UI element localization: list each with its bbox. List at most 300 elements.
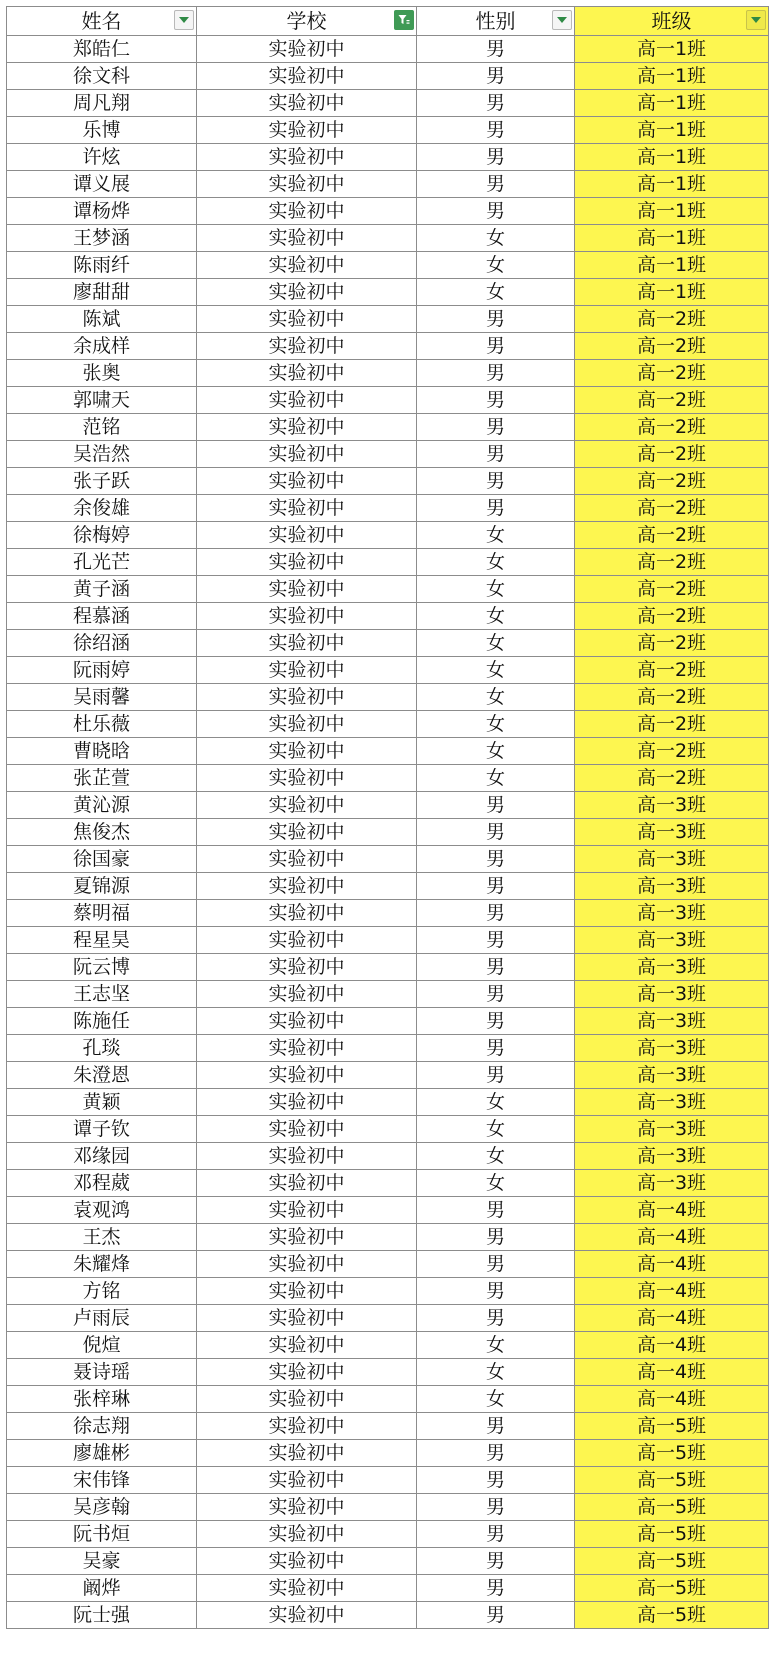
table-row bbox=[7, 1089, 769, 1116]
table-row bbox=[7, 198, 769, 225]
name-cell[interactable]: 乐博 bbox=[7, 117, 197, 144]
school-cell[interactable]: 实验初中 bbox=[197, 1602, 417, 1629]
class-cell[interactable]: 高一4班 bbox=[575, 1332, 769, 1359]
class-cell[interactable]: 高一3班 bbox=[575, 1116, 769, 1143]
name-cell[interactable]: 阚烨 bbox=[7, 1575, 197, 1602]
class-cell[interactable]: 高一3班 bbox=[575, 792, 769, 819]
name-cell[interactable]: 聂诗瑶 bbox=[7, 1359, 197, 1386]
school-cell[interactable]: 实验初中 bbox=[197, 441, 417, 468]
gender-cell[interactable]: 男 bbox=[417, 333, 575, 360]
school-cell[interactable]: 实验初中 bbox=[197, 576, 417, 603]
name-cell[interactable]: 吴浩然 bbox=[7, 441, 197, 468]
name-cell[interactable]: 黄沁源 bbox=[7, 792, 197, 819]
school-cell[interactable]: 实验初中 bbox=[197, 603, 417, 630]
table-row bbox=[7, 549, 769, 576]
gender-cell[interactable]: 男 bbox=[417, 63, 575, 90]
class-cell[interactable]: 高一3班 bbox=[575, 900, 769, 927]
name-cell[interactable]: 袁观鸿 bbox=[7, 1197, 197, 1224]
school-cell[interactable]: 实验初中 bbox=[197, 387, 417, 414]
class-cell[interactable]: 高一5班 bbox=[575, 1440, 769, 1467]
name-cell[interactable]: 吴雨馨 bbox=[7, 684, 197, 711]
school-cell[interactable]: 实验初中 bbox=[197, 549, 417, 576]
class-cell[interactable]: 高一2班 bbox=[575, 387, 769, 414]
class-cell[interactable]: 高一5班 bbox=[575, 1602, 769, 1629]
name-cell[interactable]: 廖雄彬 bbox=[7, 1440, 197, 1467]
class-cell[interactable]: 高一4班 bbox=[575, 1386, 769, 1413]
class-cell[interactable]: 高一2班 bbox=[575, 495, 769, 522]
gender-cell[interactable]: 男 bbox=[417, 387, 575, 414]
school-cell[interactable]: 实验初中 bbox=[197, 819, 417, 846]
table-row bbox=[7, 252, 769, 279]
class-cell[interactable]: 高一1班 bbox=[575, 117, 769, 144]
gender-cell[interactable]: 男 bbox=[417, 1224, 575, 1251]
gender-cell[interactable]: 男 bbox=[417, 1521, 575, 1548]
class-cell[interactable]: 高一2班 bbox=[575, 657, 769, 684]
class-cell[interactable]: 高一4班 bbox=[575, 1251, 769, 1278]
name-cell[interactable]: 方铭 bbox=[7, 1278, 197, 1305]
school-cell[interactable]: 实验初中 bbox=[197, 1008, 417, 1035]
school-cell[interactable]: 实验初中 bbox=[197, 1089, 417, 1116]
gender-cell[interactable]: 男 bbox=[417, 792, 575, 819]
school-cell[interactable]: 实验初中 bbox=[197, 1224, 417, 1251]
column-header-class[interactable] bbox=[575, 7, 769, 36]
gender-cell[interactable]: 女 bbox=[417, 252, 575, 279]
class-cell[interactable]: 高一1班 bbox=[575, 36, 769, 63]
dropdown-arrow-icon bbox=[179, 17, 189, 23]
school-cell[interactable]: 实验初中 bbox=[197, 360, 417, 387]
school-cell[interactable]: 实验初中 bbox=[197, 1197, 417, 1224]
name-cell[interactable]: 曹晓晗 bbox=[7, 738, 197, 765]
school-cell[interactable]: 实验初中 bbox=[197, 468, 417, 495]
class-cell[interactable]: 高一2班 bbox=[575, 684, 769, 711]
gender-cell[interactable]: 女 bbox=[417, 1143, 575, 1170]
class-cell[interactable]: 高一5班 bbox=[575, 1494, 769, 1521]
school-cell[interactable]: 实验初中 bbox=[197, 927, 417, 954]
class-cell[interactable]: 高一5班 bbox=[575, 1467, 769, 1494]
name-cell[interactable]: 王志坚 bbox=[7, 981, 197, 1008]
school-cell[interactable]: 实验初中 bbox=[197, 306, 417, 333]
table-row bbox=[7, 1440, 769, 1467]
gender-cell[interactable]: 女 bbox=[417, 630, 575, 657]
class-cell[interactable]: 高一5班 bbox=[575, 1521, 769, 1548]
table-row bbox=[7, 1332, 769, 1359]
gender-cell[interactable]: 男 bbox=[417, 1035, 575, 1062]
class-cell[interactable]: 高一1班 bbox=[575, 279, 769, 306]
gender-cell[interactable]: 女 bbox=[417, 576, 575, 603]
name-cell[interactable]: 邓程葳 bbox=[7, 1170, 197, 1197]
table-row bbox=[7, 1143, 769, 1170]
school-cell[interactable]: 实验初中 bbox=[197, 495, 417, 522]
class-cell[interactable]: 高一4班 bbox=[575, 1197, 769, 1224]
school-cell[interactable]: 实验初中 bbox=[197, 1332, 417, 1359]
table-row bbox=[7, 819, 769, 846]
school-cell[interactable]: 实验初中 bbox=[197, 1278, 417, 1305]
school-cell[interactable]: 实验初中 bbox=[197, 1143, 417, 1170]
dropdown-arrow-icon bbox=[557, 17, 567, 23]
class-cell[interactable]: 高一5班 bbox=[575, 1413, 769, 1440]
name-cell[interactable]: 孔琰 bbox=[7, 1035, 197, 1062]
gender-cell[interactable]: 女 bbox=[417, 657, 575, 684]
name-cell[interactable]: 徐国豪 bbox=[7, 846, 197, 873]
table-row bbox=[7, 981, 769, 1008]
gender-cell[interactable]: 男 bbox=[417, 468, 575, 495]
school-cell[interactable]: 实验初中 bbox=[197, 738, 417, 765]
school-cell[interactable]: 实验初中 bbox=[197, 1251, 417, 1278]
school-cell[interactable]: 实验初中 bbox=[197, 765, 417, 792]
table-row bbox=[7, 1251, 769, 1278]
school-cell[interactable]: 实验初中 bbox=[197, 63, 417, 90]
table-row bbox=[7, 306, 769, 333]
name-cell[interactable]: 邓缘园 bbox=[7, 1143, 197, 1170]
class-cell[interactable]: 高一2班 bbox=[575, 576, 769, 603]
school-cell[interactable]: 实验初中 bbox=[197, 1386, 417, 1413]
school-cell[interactable]: 实验初中 bbox=[197, 630, 417, 657]
school-cell[interactable]: 实验初中 bbox=[197, 252, 417, 279]
school-cell[interactable]: 实验初中 bbox=[197, 414, 417, 441]
name-cell[interactable]: 谭子钦 bbox=[7, 1116, 197, 1143]
table-row bbox=[7, 1494, 769, 1521]
name-cell[interactable]: 吴豪 bbox=[7, 1548, 197, 1575]
gender-cell[interactable]: 男 bbox=[417, 198, 575, 225]
table-row bbox=[7, 333, 769, 360]
school-cell[interactable]: 实验初中 bbox=[197, 981, 417, 1008]
name-cell[interactable]: 张子跃 bbox=[7, 468, 197, 495]
name-cell[interactable]: 宋伟锋 bbox=[7, 1467, 197, 1494]
school-cell[interactable]: 实验初中 bbox=[197, 225, 417, 252]
gender-cell[interactable]: 女 bbox=[417, 549, 575, 576]
school-cell[interactable]: 实验初中 bbox=[197, 1116, 417, 1143]
school-cell[interactable]: 实验初中 bbox=[197, 198, 417, 225]
name-cell[interactable]: 王梦涵 bbox=[7, 225, 197, 252]
table-row bbox=[7, 711, 769, 738]
column-header-gender-label: 性别 bbox=[475, 9, 516, 33]
class-cell[interactable]: 高一2班 bbox=[575, 522, 769, 549]
name-cell[interactable]: 倪煊 bbox=[7, 1332, 197, 1359]
school-cell[interactable]: 实验初中 bbox=[197, 684, 417, 711]
table-row bbox=[7, 1521, 769, 1548]
table-row bbox=[7, 846, 769, 873]
name-cell[interactable]: 周凡翔 bbox=[7, 90, 197, 117]
school-cell[interactable]: 实验初中 bbox=[197, 954, 417, 981]
gender-cell[interactable]: 男 bbox=[417, 819, 575, 846]
gender-cell[interactable]: 男 bbox=[417, 441, 575, 468]
class-cell[interactable]: 高一1班 bbox=[575, 90, 769, 117]
column-header-gender[interactable] bbox=[417, 7, 575, 36]
gender-cell[interactable]: 男 bbox=[417, 144, 575, 171]
name-cell[interactable]: 张芷萱 bbox=[7, 765, 197, 792]
school-cell[interactable]: 实验初中 bbox=[197, 900, 417, 927]
name-cell[interactable]: 焦俊杰 bbox=[7, 819, 197, 846]
gender-cell[interactable]: 男 bbox=[417, 90, 575, 117]
school-cell[interactable]: 实验初中 bbox=[197, 333, 417, 360]
gender-cell[interactable]: 女 bbox=[417, 684, 575, 711]
name-cell[interactable]: 阮雨婷 bbox=[7, 657, 197, 684]
gender-cell[interactable]: 男 bbox=[417, 360, 575, 387]
name-cell[interactable]: 陈雨纤 bbox=[7, 252, 197, 279]
school-cell[interactable]: 实验初中 bbox=[197, 522, 417, 549]
class-cell[interactable]: 高一2班 bbox=[575, 360, 769, 387]
gender-cell[interactable]: 女 bbox=[417, 1332, 575, 1359]
class-cell[interactable]: 高一1班 bbox=[575, 225, 769, 252]
class-cell[interactable]: 高一4班 bbox=[575, 1278, 769, 1305]
gender-filter-button[interactable] bbox=[552, 10, 572, 30]
name-cell[interactable]: 余成样 bbox=[7, 333, 197, 360]
table-row bbox=[7, 630, 769, 657]
gender-cell[interactable]: 男 bbox=[417, 36, 575, 63]
table-row bbox=[7, 657, 769, 684]
school-cell[interactable]: 实验初中 bbox=[197, 1170, 417, 1197]
gender-cell[interactable]: 男 bbox=[417, 1548, 575, 1575]
name-cell[interactable]: 徐志翔 bbox=[7, 1413, 197, 1440]
header-row bbox=[7, 7, 769, 36]
gender-cell[interactable]: 男 bbox=[417, 495, 575, 522]
table-row bbox=[7, 1575, 769, 1602]
gender-cell[interactable]: 男 bbox=[417, 1602, 575, 1629]
class-cell[interactable]: 高一2班 bbox=[575, 306, 769, 333]
school-cell[interactable]: 实验初中 bbox=[197, 1494, 417, 1521]
column-header-name-label: 姓名 bbox=[81, 9, 122, 33]
name-cell[interactable]: 王杰 bbox=[7, 1224, 197, 1251]
school-cell[interactable]: 实验初中 bbox=[197, 846, 417, 873]
name-cell[interactable]: 范铭 bbox=[7, 414, 197, 441]
gender-cell[interactable]: 男 bbox=[417, 954, 575, 981]
name-cell[interactable]: 蔡明福 bbox=[7, 900, 197, 927]
class-cell[interactable]: 高一3班 bbox=[575, 1143, 769, 1170]
class-cell[interactable]: 高一3班 bbox=[575, 927, 769, 954]
gender-cell[interactable]: 女 bbox=[417, 225, 575, 252]
name-cell[interactable]: 杜乐薇 bbox=[7, 711, 197, 738]
class-cell[interactable]: 高一1班 bbox=[575, 198, 769, 225]
table-row bbox=[7, 36, 769, 63]
class-cell[interactable]: 高一4班 bbox=[575, 1224, 769, 1251]
table-row bbox=[7, 414, 769, 441]
gender-cell[interactable]: 女 bbox=[417, 1386, 575, 1413]
gender-cell[interactable]: 男 bbox=[417, 1008, 575, 1035]
school-cell[interactable]: 实验初中 bbox=[197, 657, 417, 684]
class-cell[interactable]: 高一1班 bbox=[575, 63, 769, 90]
class-cell[interactable]: 高一1班 bbox=[575, 171, 769, 198]
gender-cell[interactable]: 男 bbox=[417, 873, 575, 900]
column-header-school[interactable] bbox=[197, 7, 417, 36]
name-cell[interactable]: 郭啸天 bbox=[7, 387, 197, 414]
gender-cell[interactable]: 男 bbox=[417, 1251, 575, 1278]
name-cell[interactable]: 黄子涵 bbox=[7, 576, 197, 603]
table-row bbox=[7, 684, 769, 711]
table-row bbox=[7, 468, 769, 495]
table-row bbox=[7, 522, 769, 549]
table-row bbox=[7, 1062, 769, 1089]
gender-cell[interactable]: 女 bbox=[417, 1170, 575, 1197]
class-cell[interactable]: 高一3班 bbox=[575, 1008, 769, 1035]
name-cell[interactable]: 程星昊 bbox=[7, 927, 197, 954]
gender-cell[interactable]: 男 bbox=[417, 1494, 575, 1521]
table-row bbox=[7, 1278, 769, 1305]
school-cell[interactable]: 实验初中 bbox=[197, 873, 417, 900]
name-cell[interactable]: 黄颖 bbox=[7, 1089, 197, 1116]
table-row bbox=[7, 576, 769, 603]
name-cell[interactable]: 徐梅婷 bbox=[7, 522, 197, 549]
class-cell[interactable]: 高一1班 bbox=[575, 144, 769, 171]
table-row bbox=[7, 441, 769, 468]
gender-cell[interactable]: 女 bbox=[417, 522, 575, 549]
table-row bbox=[7, 360, 769, 387]
table-row bbox=[7, 1035, 769, 1062]
class-cell[interactable]: 高一3班 bbox=[575, 846, 769, 873]
name-cell[interactable]: 许炫 bbox=[7, 144, 197, 171]
gender-cell[interactable]: 男 bbox=[417, 414, 575, 441]
table-row bbox=[7, 1467, 769, 1494]
table-row bbox=[7, 765, 769, 792]
table-row bbox=[7, 279, 769, 306]
table-row bbox=[7, 225, 769, 252]
school-cell[interactable]: 实验初中 bbox=[197, 1062, 417, 1089]
gender-cell[interactable]: 男 bbox=[417, 1440, 575, 1467]
school-cell[interactable]: 实验初中 bbox=[197, 1548, 417, 1575]
gender-cell[interactable]: 女 bbox=[417, 1116, 575, 1143]
table-row bbox=[7, 1548, 769, 1575]
school-cell[interactable]: 实验初中 bbox=[197, 1413, 417, 1440]
gender-cell[interactable]: 男 bbox=[417, 1197, 575, 1224]
table-row bbox=[7, 90, 769, 117]
name-cell[interactable]: 朱澄恩 bbox=[7, 1062, 197, 1089]
name-cell[interactable]: 卢雨辰 bbox=[7, 1305, 197, 1332]
school-cell[interactable]: 实验初中 bbox=[197, 1359, 417, 1386]
gender-cell[interactable]: 女 bbox=[417, 279, 575, 306]
gender-cell[interactable]: 女 bbox=[417, 765, 575, 792]
gender-cell[interactable]: 男 bbox=[417, 1413, 575, 1440]
table-row bbox=[7, 495, 769, 522]
class-cell[interactable]: 高一2班 bbox=[575, 711, 769, 738]
gender-cell[interactable]: 男 bbox=[417, 1278, 575, 1305]
name-filter-button[interactable] bbox=[174, 10, 194, 30]
name-cell[interactable]: 阮书烜 bbox=[7, 1521, 197, 1548]
class-cell[interactable]: 高一5班 bbox=[575, 1575, 769, 1602]
gender-cell[interactable]: 男 bbox=[417, 117, 575, 144]
class-cell[interactable]: 高一4班 bbox=[575, 1305, 769, 1332]
table-row bbox=[7, 1413, 769, 1440]
table-row bbox=[7, 1305, 769, 1332]
gender-cell[interactable]: 女 bbox=[417, 711, 575, 738]
table-row bbox=[7, 63, 769, 90]
gender-cell[interactable]: 男 bbox=[417, 981, 575, 1008]
table-row bbox=[7, 1359, 769, 1386]
school-cell[interactable]: 实验初中 bbox=[197, 1440, 417, 1467]
gender-cell[interactable]: 男 bbox=[417, 1467, 575, 1494]
dropdown-arrow-icon bbox=[751, 17, 761, 23]
class-cell[interactable]: 高一2班 bbox=[575, 738, 769, 765]
class-cell[interactable]: 高一2班 bbox=[575, 414, 769, 441]
school-cell[interactable]: 实验初中 bbox=[197, 1305, 417, 1332]
name-cell[interactable]: 夏锦源 bbox=[7, 873, 197, 900]
class-cell[interactable]: 高一2班 bbox=[575, 468, 769, 495]
table-row bbox=[7, 387, 769, 414]
name-cell[interactable]: 陈斌 bbox=[7, 306, 197, 333]
school-cell[interactable]: 实验初中 bbox=[197, 792, 417, 819]
student-table bbox=[6, 6, 769, 1629]
gender-cell[interactable]: 男 bbox=[417, 1305, 575, 1332]
school-cell[interactable]: 实验初中 bbox=[197, 36, 417, 63]
class-cell[interactable]: 高一3班 bbox=[575, 1089, 769, 1116]
school-cell[interactable]: 实验初中 bbox=[197, 279, 417, 306]
school-cell[interactable]: 实验初中 bbox=[197, 117, 417, 144]
class-cell[interactable]: 高一2班 bbox=[575, 630, 769, 657]
school-cell[interactable]: 实验初中 bbox=[197, 1467, 417, 1494]
table-row bbox=[7, 144, 769, 171]
table-row bbox=[7, 738, 769, 765]
class-cell[interactable]: 高一2班 bbox=[575, 765, 769, 792]
name-cell[interactable]: 谭义展 bbox=[7, 171, 197, 198]
table-row bbox=[7, 1197, 769, 1224]
class-cell[interactable]: 高一3班 bbox=[575, 1170, 769, 1197]
gender-cell[interactable]: 女 bbox=[417, 603, 575, 630]
table-row bbox=[7, 900, 769, 927]
school-cell[interactable]: 实验初中 bbox=[197, 711, 417, 738]
class-cell[interactable]: 高一1班 bbox=[575, 252, 769, 279]
name-cell[interactable]: 张梓琳 bbox=[7, 1386, 197, 1413]
school-cell[interactable]: 实验初中 bbox=[197, 171, 417, 198]
school-filter-button[interactable] bbox=[394, 10, 414, 30]
school-cell[interactable]: 实验初中 bbox=[197, 1575, 417, 1602]
gender-cell[interactable]: 男 bbox=[417, 900, 575, 927]
name-cell[interactable]: 陈施任 bbox=[7, 1008, 197, 1035]
class-cell[interactable]: 高一2班 bbox=[575, 603, 769, 630]
class-cell[interactable]: 高一3班 bbox=[575, 1062, 769, 1089]
table-row bbox=[7, 873, 769, 900]
class-cell[interactable]: 高一3班 bbox=[575, 873, 769, 900]
gender-cell[interactable]: 男 bbox=[417, 1575, 575, 1602]
gender-cell[interactable]: 女 bbox=[417, 738, 575, 765]
name-cell[interactable]: 阮士强 bbox=[7, 1602, 197, 1629]
name-cell[interactable]: 孔光芒 bbox=[7, 549, 197, 576]
name-cell[interactable]: 阮云博 bbox=[7, 954, 197, 981]
class-cell[interactable]: 高一3班 bbox=[575, 981, 769, 1008]
class-filter-button[interactable] bbox=[746, 10, 766, 30]
gender-cell[interactable]: 女 bbox=[417, 1089, 575, 1116]
class-cell[interactable]: 高一4班 bbox=[575, 1359, 769, 1386]
table-row bbox=[7, 603, 769, 630]
name-cell[interactable]: 廖甜甜 bbox=[7, 279, 197, 306]
gender-cell[interactable]: 男 bbox=[417, 1062, 575, 1089]
class-cell[interactable]: 高一2班 bbox=[575, 333, 769, 360]
gender-cell[interactable]: 男 bbox=[417, 171, 575, 198]
name-cell[interactable]: 余俊雄 bbox=[7, 495, 197, 522]
gender-cell[interactable]: 女 bbox=[417, 1359, 575, 1386]
school-cell[interactable]: 实验初中 bbox=[197, 1521, 417, 1548]
class-cell[interactable]: 高一3班 bbox=[575, 954, 769, 981]
class-cell[interactable]: 高一3班 bbox=[575, 819, 769, 846]
name-cell[interactable]: 谭杨烨 bbox=[7, 198, 197, 225]
name-cell[interactable]: 张奥 bbox=[7, 360, 197, 387]
name-cell[interactable]: 徐文科 bbox=[7, 63, 197, 90]
class-cell[interactable]: 高一5班 bbox=[575, 1548, 769, 1575]
gender-cell[interactable]: 男 bbox=[417, 846, 575, 873]
class-cell[interactable]: 高一2班 bbox=[575, 441, 769, 468]
column-header-name[interactable] bbox=[7, 7, 197, 36]
name-cell[interactable]: 吴彦翰 bbox=[7, 1494, 197, 1521]
gender-cell[interactable]: 男 bbox=[417, 927, 575, 954]
class-cell[interactable]: 高一3班 bbox=[575, 1035, 769, 1062]
column-header-class-label: 班级 bbox=[651, 9, 692, 33]
school-cell[interactable]: 实验初中 bbox=[197, 1035, 417, 1062]
gender-cell[interactable]: 男 bbox=[417, 306, 575, 333]
name-cell[interactable]: 徐绍涵 bbox=[7, 630, 197, 657]
school-cell[interactable]: 实验初中 bbox=[197, 90, 417, 117]
name-cell[interactable]: 郑皓仁 bbox=[7, 36, 197, 63]
name-cell[interactable]: 朱耀烽 bbox=[7, 1251, 197, 1278]
name-cell[interactable]: 程慕涵 bbox=[7, 603, 197, 630]
school-cell[interactable]: 实验初中 bbox=[197, 144, 417, 171]
class-cell[interactable]: 高一2班 bbox=[575, 549, 769, 576]
